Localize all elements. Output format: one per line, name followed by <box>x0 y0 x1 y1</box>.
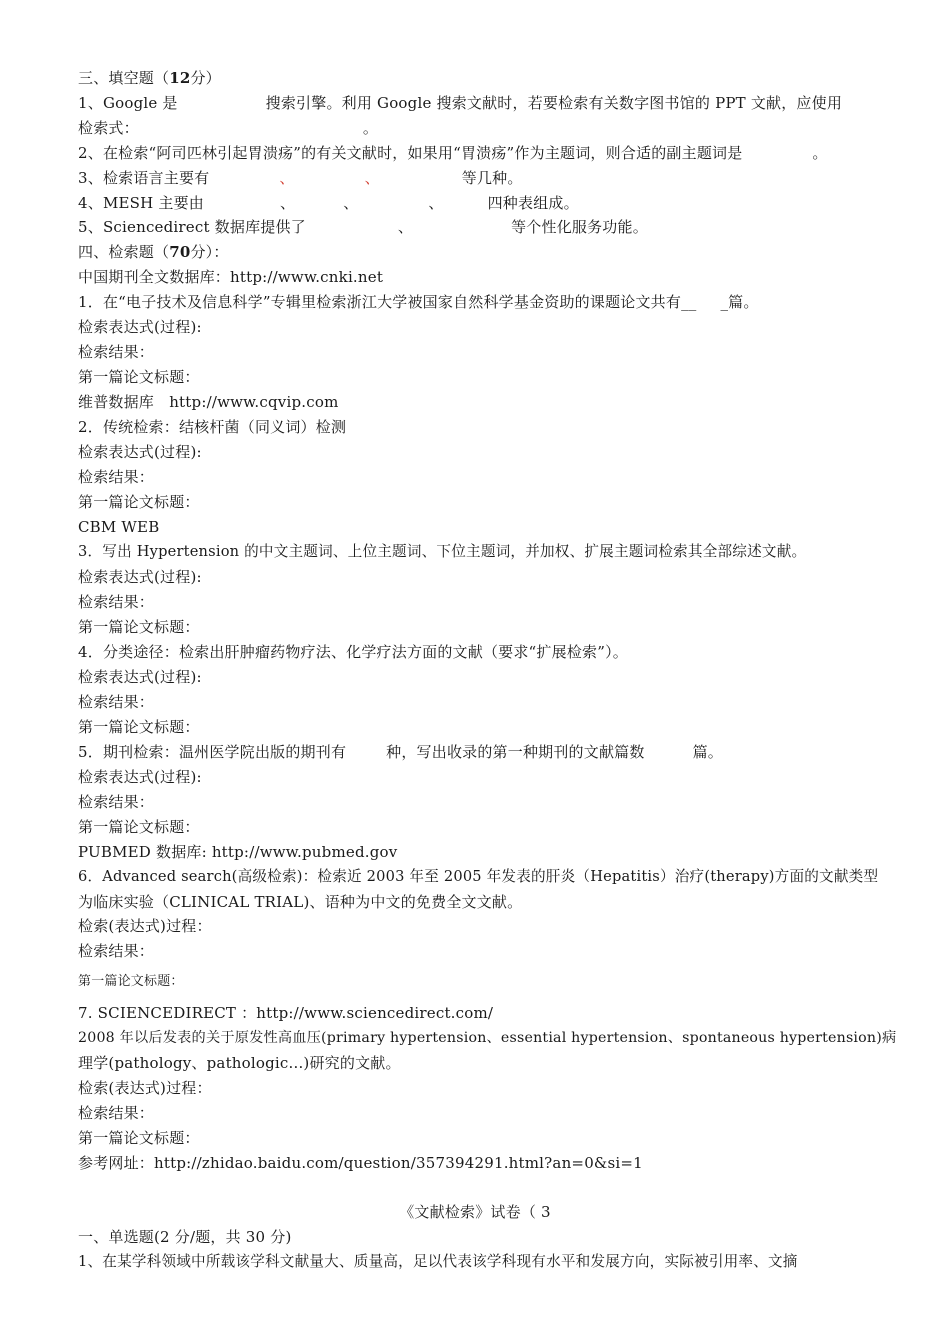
vip-database: 维普数据库 http://www.cqvip.com <box>78 393 339 411</box>
q5-title-label: 第一篇论文标题： <box>78 818 200 836</box>
q1-result-label: 检索结果： <box>78 343 155 361</box>
exam3-section1-heading: 一、单选题(2 分/题，共 30 分) <box>78 1228 292 1246</box>
search-q4: 4．分类途径：检索出肝肿瘤药物疗法、化学疗法方面的文献（要求“扩展检索”）。 <box>78 643 628 661</box>
fill-q5: 5、Sciencedirect 数据库提供了 、 等个性化服务功能。 <box>78 218 648 236</box>
q6-expression-label: 检索(表达式)过程： <box>78 917 212 935</box>
search-q5: 5．期刊检索：温州医学院出版的期刊有 种，写出收录的第一种期刊的文献篇数 篇。 <box>78 743 723 761</box>
q2-title-label: 第一篇论文标题： <box>78 493 200 511</box>
sciencedirect-database: 7. SCIENCEDIRECT ：http://www.sciencedirect.com/ <box>78 1004 494 1022</box>
search-q2: 2．传统检索：结核杆菌（同义词）检测 <box>78 418 347 436</box>
q5-expression-label: 检索表达式(过程): <box>78 768 202 786</box>
search-q7-line2: 理学(pathology、pathologic...)研究的文献。 <box>78 1054 401 1072</box>
q4-result-label: 检索结果： <box>78 693 155 711</box>
q6-title-label: 第一篇论文标题： <box>78 974 184 989</box>
exam3-q1: 1、在某学科领域中所载该学科文献量大、质量高，足以代表该学科现有水平和发展方向，实际被引用率、文摘 <box>78 1253 798 1270</box>
q2-expression-label: 检索表达式(过程): <box>78 443 202 461</box>
q7-expression-label: 检索(表达式)过程： <box>78 1079 212 1097</box>
cbm-database: CBM WEB <box>78 518 160 536</box>
q1-expression-label: 检索表达式(过程): <box>78 318 202 336</box>
fill-q1-line2: 检索式： 。 <box>78 119 379 137</box>
q3-title-label: 第一篇论文标题： <box>78 618 200 636</box>
q4-expression-label: 检索表达式(过程): <box>78 668 202 686</box>
exam3-title: 《文献检索》试卷（ 3 <box>399 1203 551 1221</box>
search-q6-line1: 6．Advanced search(高级检索)：检索近 2003 年至 2005 年发表的肝炎（Hepatitis）治疗(therapy)方面的文献类型 <box>78 868 879 885</box>
fill-q4: 4、MESH 主要由 、 、 、 四种表组成。 <box>78 194 579 212</box>
q5-result-label: 检索结果： <box>78 793 155 811</box>
search-q6-line2: 为临床实验（CLINICAL TRIAL)、语种为中文的免费全文文献。 <box>78 893 523 911</box>
q2-result-label: 检索结果： <box>78 468 155 486</box>
search-q3: 3．写出 Hypertension 的中文主题词、上位主题词、下位主题词，并加权、扩展主题词检索其全部综述文献。 <box>78 543 807 560</box>
q1-title-label: 第一篇论文标题： <box>78 368 200 386</box>
fill-q1-line1: 1、Google 是 搜索引擎。利用 Google 搜索文献时，若要检索有关数字图书馆的 PPT 文献，应使用 <box>78 94 843 112</box>
q7-title-label: 第一篇论文标题： <box>78 1129 200 1147</box>
q3-result-label: 检索结果： <box>78 593 155 611</box>
pubmed-database: PUBMED 数据库: http://www.pubmed.gov <box>78 843 398 861</box>
q6-result-label: 检索结果： <box>78 942 155 960</box>
search-q7-line1: 2008 年以后发表的关于原发性高血压(primary hypertension、essential hypertension、spontaneous hypertension)病 <box>78 1030 897 1046</box>
reference-url: 参考网址：http://zhidao.baidu.com/question/357394291.html?an=0&si=1 <box>78 1154 643 1172</box>
section3-heading: 三、填空题（12分） <box>78 69 221 87</box>
cnki-database: 中国期刊全文数据库：http://www.cnki.net <box>78 268 384 286</box>
q7-result-label: 检索结果： <box>78 1104 155 1122</box>
search-q1: 1．在“电子技术及信息科学”专辑里检索浙江大学被国家自然科学基金资助的课题论文共有__ _篇。 <box>78 293 759 311</box>
fill-q2: 2、在检索“阿司匹林引起胃溃疡”的有关文献时，如果用“胃溃疡”作为主题词，则合适的副主题词是 。 <box>78 144 828 162</box>
section4-heading: 四、检索题（70分）： <box>78 243 229 261</box>
q4-title-label: 第一篇论文标题： <box>78 718 200 736</box>
fill-q3: 3、检索语言主要有 、 、 等几种。 <box>78 169 523 187</box>
q3-expression-label: 检索表达式(过程): <box>78 568 202 586</box>
